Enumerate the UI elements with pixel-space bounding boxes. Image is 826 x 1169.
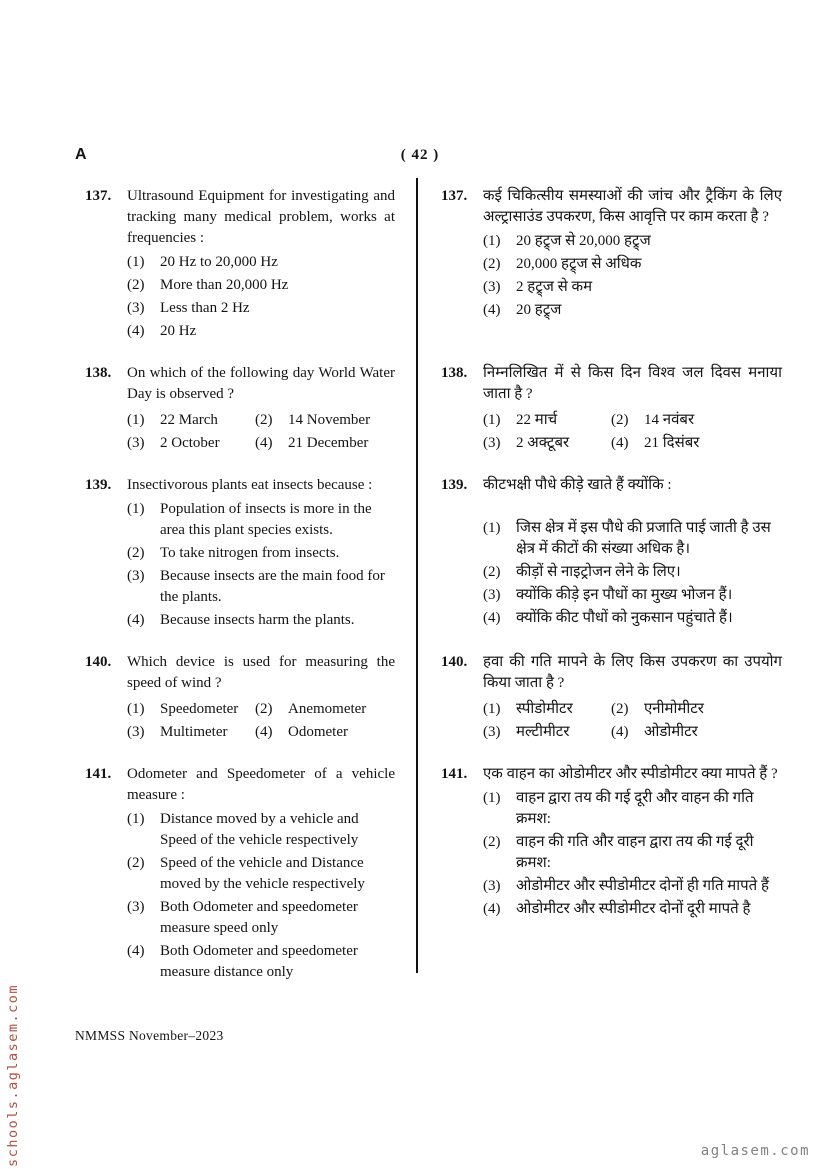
option xyxy=(483,608,782,629)
question-139-en xyxy=(85,475,395,631)
option xyxy=(255,433,395,454)
question-number: 139. xyxy=(85,477,112,493)
option-text: Odometer xyxy=(288,724,348,740)
option-label: (3) xyxy=(127,899,145,915)
option xyxy=(483,876,782,897)
option xyxy=(127,499,395,541)
page-number: ( 42 ) xyxy=(400,147,440,163)
option-label: (1) xyxy=(127,412,145,428)
option-text: वाहन की गति और वाहन द्वारा तय की गई दूरी क्रमश: xyxy=(516,834,754,871)
option xyxy=(127,543,395,564)
options-list xyxy=(127,499,395,631)
option xyxy=(127,853,395,895)
option-label: (4) xyxy=(483,610,501,626)
option-text: एनीमोमीटर xyxy=(644,701,704,717)
option-text: 22 मार्च xyxy=(516,412,558,428)
option-text: 2 अक्टूबर xyxy=(516,435,570,451)
question-140-hi xyxy=(441,652,782,743)
option-text: क्योंकि कीड़े इन पौधों का मुख्य भोजन हैं। xyxy=(516,587,733,603)
question-number: 138. xyxy=(441,365,468,381)
question-number: 138. xyxy=(85,365,112,381)
question-text: निम्नलिखित में से किस दिन विश्व जल दिवस मनाया जाता है ? xyxy=(483,365,782,402)
question-text: On which of the following day World Water Day is observed ? xyxy=(127,365,395,402)
column-divider xyxy=(416,178,418,973)
option xyxy=(483,585,782,606)
question-141-hi xyxy=(441,764,782,983)
option-label: (3) xyxy=(127,724,145,740)
option xyxy=(127,809,395,851)
option-label: (1) xyxy=(127,501,145,517)
option-label: (2) xyxy=(483,564,501,580)
option-text: ओडोमीटर और स्पीडोमीटर दोनों ही गति मापते हैं xyxy=(516,878,769,894)
question-139-hi xyxy=(441,475,782,631)
option xyxy=(483,518,782,560)
option-text: Both Odometer and speedometer measure distance only xyxy=(160,943,358,980)
option-label: (1) xyxy=(127,811,145,827)
option xyxy=(255,722,395,743)
option-label: (1) xyxy=(483,701,501,717)
option xyxy=(255,699,395,720)
question-number: 139. xyxy=(441,477,468,493)
option xyxy=(127,433,255,454)
option xyxy=(127,410,255,431)
watermark-schools-aglasem: schools.aglasem.com xyxy=(5,984,21,1167)
option-text: 20,000 हट्र्ज से अधिक xyxy=(516,256,642,272)
option-text: 20 हट्र्ज से 20,000 हट्र्ज xyxy=(516,233,651,249)
option-text: 21 December xyxy=(288,435,369,451)
option-text: 20 हट्र्ज xyxy=(516,302,562,318)
option-label: (3) xyxy=(483,724,501,740)
question-number: 141. xyxy=(85,766,112,782)
option-text: 14 नवंबर xyxy=(644,412,695,428)
option-label: (3) xyxy=(483,279,501,295)
option-text: 2 October xyxy=(160,435,220,451)
option xyxy=(483,433,611,454)
option-text: Anemometer xyxy=(288,701,367,717)
option-label: (1) xyxy=(483,233,501,249)
question-number: 140. xyxy=(85,654,112,670)
option-label: (4) xyxy=(255,724,273,740)
option-text: Speedometer xyxy=(160,701,239,717)
option xyxy=(483,277,782,298)
option-label: (4) xyxy=(127,943,145,959)
option-label: (4) xyxy=(611,724,629,740)
options-grid xyxy=(483,408,782,454)
set-label: A xyxy=(75,146,87,163)
question-138-en xyxy=(85,363,395,454)
option-text: वाहन द्वारा तय की गई दूरी और वाहन की गति क्रमश: xyxy=(516,790,754,827)
question-text: Which device is used for measuring the speed of wind ? xyxy=(127,654,395,691)
option-label: (2) xyxy=(483,834,501,850)
option xyxy=(483,899,782,920)
option xyxy=(483,231,782,252)
option-text: Speed of the vehicle and Distance moved by the vehicle respectively xyxy=(160,855,365,892)
option xyxy=(611,433,782,454)
option-label: (2) xyxy=(611,412,629,428)
question-138-hi xyxy=(441,363,782,454)
option-label: (4) xyxy=(127,323,145,339)
option-label: (1) xyxy=(483,520,501,536)
question-text: कीटभक्षी पौधे कीड़े खाते हैं क्योंकि : xyxy=(483,477,672,493)
option xyxy=(127,298,395,319)
option-label: (2) xyxy=(483,256,501,272)
option-label: (3) xyxy=(127,435,145,451)
option-text: ओडोमीटर और स्पीडोमीटर दोनों दूरी मापते है xyxy=(516,901,751,917)
option-text: Less than 2 Hz xyxy=(160,300,250,316)
question-number: 140. xyxy=(441,654,468,670)
option-label: (3) xyxy=(127,300,145,316)
option xyxy=(127,941,395,983)
option xyxy=(611,410,782,431)
exam-footer: NMMSS November–2023 xyxy=(75,1028,224,1043)
question-text: एक वाहन का ओडोमीटर और स्पीडोमीटर क्या मापते हैं ? xyxy=(483,766,778,782)
option-label: (1) xyxy=(127,254,145,270)
options-list xyxy=(127,809,395,983)
option-text: Both Odometer and speedometer measure speed only xyxy=(160,899,358,936)
option-label: (2) xyxy=(255,412,273,428)
option xyxy=(127,566,395,608)
option-label: (2) xyxy=(127,855,145,871)
option-text: Distance moved by a vehicle and Speed of the vehicle respectively xyxy=(160,811,359,848)
option-label: (1) xyxy=(127,701,145,717)
option-label: (3) xyxy=(127,568,145,584)
question-137-en xyxy=(85,186,395,342)
question-141-en xyxy=(85,764,395,983)
question-number: 137. xyxy=(85,188,112,204)
option-text: Because insects are the main food for the plants. xyxy=(160,568,385,605)
option-label: (4) xyxy=(483,302,501,318)
option-label: (3) xyxy=(483,435,501,451)
option-text: क्योंकि कीट पौधों को नुकसान पहुंचाते हैं। xyxy=(516,610,733,626)
option xyxy=(483,699,611,720)
option-label: (2) xyxy=(255,701,273,717)
option xyxy=(483,788,782,830)
option-text: 21 दिसंबर xyxy=(644,435,700,451)
option-text: Population of insects is more in the area this plant species exists. xyxy=(160,501,372,538)
option xyxy=(483,562,782,583)
option xyxy=(483,300,782,321)
option xyxy=(127,897,395,939)
option-label: (2) xyxy=(127,545,145,561)
option xyxy=(127,610,395,631)
option-text: Multimeter xyxy=(160,724,228,740)
question-text: Odometer and Speedometer of a vehicle measure : xyxy=(127,766,395,803)
options-grid xyxy=(127,697,395,743)
option xyxy=(483,832,782,874)
options-list xyxy=(483,231,782,321)
question-137-hi xyxy=(441,186,782,342)
option xyxy=(127,252,395,273)
option xyxy=(483,722,611,743)
option-label: (4) xyxy=(255,435,273,451)
option-label: (1) xyxy=(483,790,501,806)
questions-area xyxy=(85,186,782,983)
option xyxy=(127,321,395,342)
option-text: ओडोमीटर xyxy=(644,724,698,740)
question-text: कई चिकित्सीय समस्याओं की जांच और ट्रैकिंग के लिए अल्ट्रासाउंड उपकरण, किस आवृत्ति पर काम करता है ? xyxy=(483,188,782,225)
option-text: 2 हट्र्ज से कम xyxy=(516,279,593,295)
option xyxy=(127,275,395,296)
option-label: (3) xyxy=(483,587,501,603)
option-text: Because insects harm the plants. xyxy=(160,612,355,628)
option-label: (4) xyxy=(611,435,629,451)
option-text: To take nitrogen from insects. xyxy=(160,545,340,561)
option-text: 22 March xyxy=(160,412,218,428)
option-text: 20 Hz to 20,000 Hz xyxy=(160,254,278,270)
option-label: (3) xyxy=(483,878,501,894)
watermark-aglasem: aglasem.com xyxy=(700,1143,810,1159)
option-text: 14 November xyxy=(288,412,371,428)
option-text: 20 Hz xyxy=(160,323,197,339)
option-text: More than 20,000 Hz xyxy=(160,277,289,293)
option-label: (4) xyxy=(483,901,501,917)
options-list xyxy=(483,518,782,629)
option-text: मल्टीमीटर xyxy=(516,724,570,740)
question-number: 137. xyxy=(441,188,468,204)
question-text: हवा की गति मापने के लिए किस उपकरण का उपयोग किया जाता है ? xyxy=(483,654,782,691)
option-text: स्पीडोमीटर xyxy=(516,701,573,717)
option xyxy=(255,410,395,431)
option xyxy=(127,699,255,720)
option-text: कीड़ों से नाइट्रोजन लेने के लिए। xyxy=(516,564,681,580)
option xyxy=(483,410,611,431)
question-text: Ultrasound Equipment for investigating and tracking many medical problem, works at frequencies : xyxy=(127,188,395,246)
option xyxy=(611,722,782,743)
option xyxy=(127,722,255,743)
option xyxy=(483,254,782,275)
option-label: (1) xyxy=(483,412,501,428)
question-number: 141. xyxy=(441,766,468,782)
options-grid xyxy=(127,408,395,454)
option xyxy=(611,699,782,720)
option-label: (2) xyxy=(127,277,145,293)
question-text: Insectivorous plants eat insects because : xyxy=(127,477,373,493)
options-grid xyxy=(483,697,782,743)
options-list xyxy=(127,252,395,342)
option-text: जिस क्षेत्र में इस पौधे की प्रजाति पाई जाती है उस क्षेत्र में कीटों की संख्या अधिक है। xyxy=(516,520,771,557)
options-list xyxy=(483,788,782,920)
option-label: (4) xyxy=(127,612,145,628)
option-label: (2) xyxy=(611,701,629,717)
question-140-en xyxy=(85,652,395,743)
